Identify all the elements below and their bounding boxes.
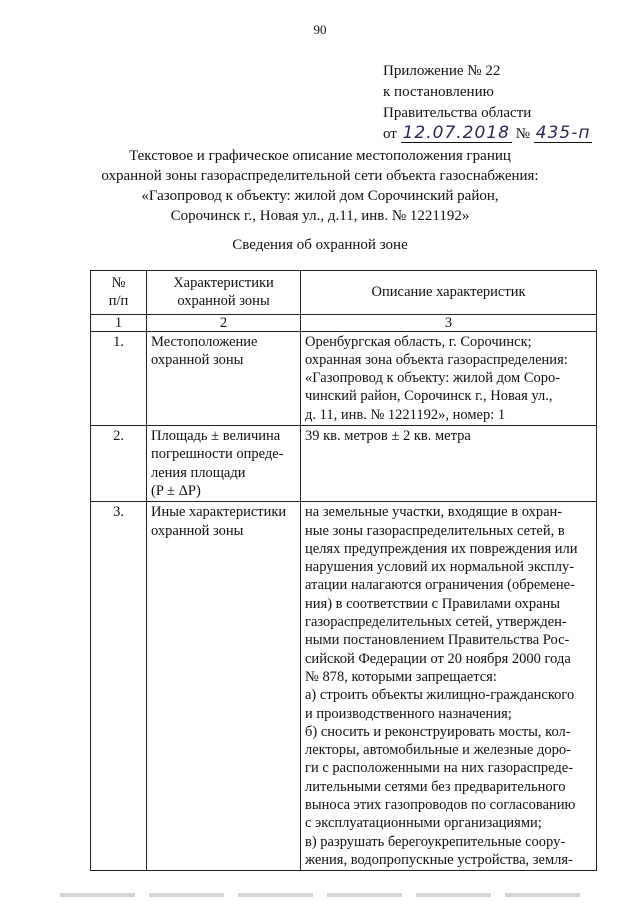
- cell-line: лекторы, автомобильные и железные доро-: [305, 742, 571, 759]
- cell-line: Оренбургская область, г. Сорочинск;: [305, 333, 532, 350]
- cell-line: атации налагаются ограничения (обремене-: [305, 577, 575, 594]
- header-description: Описание характеристик: [301, 271, 597, 315]
- cell-line: и производственного назначения;: [305, 705, 512, 722]
- cell-line: жения, водопропускные устройства, земля-: [305, 851, 573, 868]
- header-characteristics-line-1: Характеристики: [173, 275, 274, 291]
- cell-line: лительными сетями без предварительного: [305, 778, 566, 795]
- cell-line: «Газопровод к объекту: жилой дом Соро-: [305, 370, 561, 387]
- cell-line: 39 кв. метров ± 2 кв. метра: [305, 428, 471, 445]
- handwritten-number: 435-п: [535, 123, 591, 143]
- handwritten-date: 12.07.2018: [402, 123, 510, 143]
- row-number: 2.: [91, 426, 147, 502]
- cell-line: с эксплуатационными организациями;: [305, 815, 542, 832]
- table-row: [91, 331, 597, 425]
- cell-line: нарушения условий их нормальной эксплу-: [305, 559, 575, 576]
- appendix-line-3: Правительства области: [383, 105, 532, 121]
- appendix-date-line: [383, 124, 623, 145]
- cell-line: ния) в соответствии с Правилами охраны: [305, 595, 561, 612]
- header-characteristics: [147, 271, 301, 315]
- cell-line: сийской Федерации от 20 ноября 2000 года: [305, 650, 571, 667]
- section-title: Сведения об охранной зоне: [232, 237, 408, 253]
- header-number-line-2: п/п: [108, 293, 129, 310]
- cell-line: охранной зоны: [151, 351, 244, 368]
- appendix-block: [383, 61, 623, 145]
- cell-line: газораспределительных сетей, утвержден-: [305, 614, 567, 631]
- zone-info-table: [90, 270, 597, 871]
- title-line-1: Текстовое и графическое описание местоположения границ: [129, 148, 511, 164]
- row-characteristic: [147, 426, 301, 502]
- row-number: 1.: [91, 331, 147, 425]
- page-number: 90: [313, 22, 327, 37]
- date-prefix: от: [383, 126, 397, 142]
- cell-line: охранной зоны: [151, 522, 244, 539]
- row-description: [301, 502, 597, 871]
- title-line-4: Сорочинск г., Новая ул., д.11, инв. № 1221192»: [170, 208, 470, 224]
- cell-line: ления площади: [151, 464, 246, 481]
- cell-line: целях предупреждения их повреждения или: [305, 540, 578, 557]
- cell-line: ги с расположенными на них газораспреде-: [305, 760, 574, 777]
- row-description: [301, 426, 597, 502]
- cell-line: б) сносить и реконструировать мосты, кол-: [305, 723, 571, 740]
- cell-line: № 878, которыми запрещается:: [305, 668, 497, 685]
- cell-line: д. 11, инв. № 1221192», номер: 1: [305, 406, 506, 423]
- column-number-row: [91, 314, 597, 331]
- bleed-through-text: [60, 893, 580, 899]
- table-row: [91, 502, 597, 871]
- cell-line: погрешности опреде-: [151, 446, 284, 463]
- row-description: [301, 331, 597, 425]
- number-prefix: №: [515, 126, 531, 142]
- column-number-2: 2: [147, 314, 301, 331]
- column-number-1: 1: [91, 314, 147, 331]
- cell-line: ными постановлением Правительства Рос-: [305, 632, 570, 649]
- cell-line: в) разрушать берегоукрепительные соору-: [305, 833, 566, 850]
- appendix-line-1: Приложение № 22: [383, 63, 501, 79]
- header-characteristics-line-2: охранной зоны: [177, 293, 270, 310]
- row-characteristic: [147, 502, 301, 871]
- cell-line: а) строить объекты жилищно-гражданского: [305, 687, 575, 704]
- cell-line: (P ± ΔP): [151, 482, 201, 499]
- cell-line: Иные характеристики: [151, 504, 287, 521]
- cell-line: выноса этих газопроводов по согласованию: [305, 797, 576, 814]
- cell-line: Местоположение: [151, 333, 258, 350]
- header-number-line-1: №: [111, 275, 126, 291]
- cell-line: чинский район, Сорочинск г., Новая ул.,: [305, 388, 553, 405]
- appendix-line-2: к постановлению: [383, 84, 494, 100]
- document-title: [0, 146, 640, 226]
- table-header-row: [91, 271, 597, 315]
- table-row: [91, 426, 597, 502]
- title-line-2: охранной зоны газораспределительной сети объекта газоснабжения:: [101, 168, 539, 184]
- column-number-3: 3: [301, 314, 597, 331]
- row-characteristic: [147, 331, 301, 425]
- row-number: 3.: [91, 502, 147, 871]
- cell-line: ные зоны газораспределительных сетей, в: [305, 522, 565, 539]
- cell-line: Площадь ± величина: [151, 428, 281, 445]
- header-number: [91, 271, 147, 315]
- cell-line: на земельные участки, входящие в охран-: [305, 504, 563, 521]
- cell-line: охранная зона объекта газораспределения:: [305, 351, 568, 368]
- title-line-3: «Газопровод к объекту: жилой дом Сорочинский район,: [141, 188, 499, 204]
